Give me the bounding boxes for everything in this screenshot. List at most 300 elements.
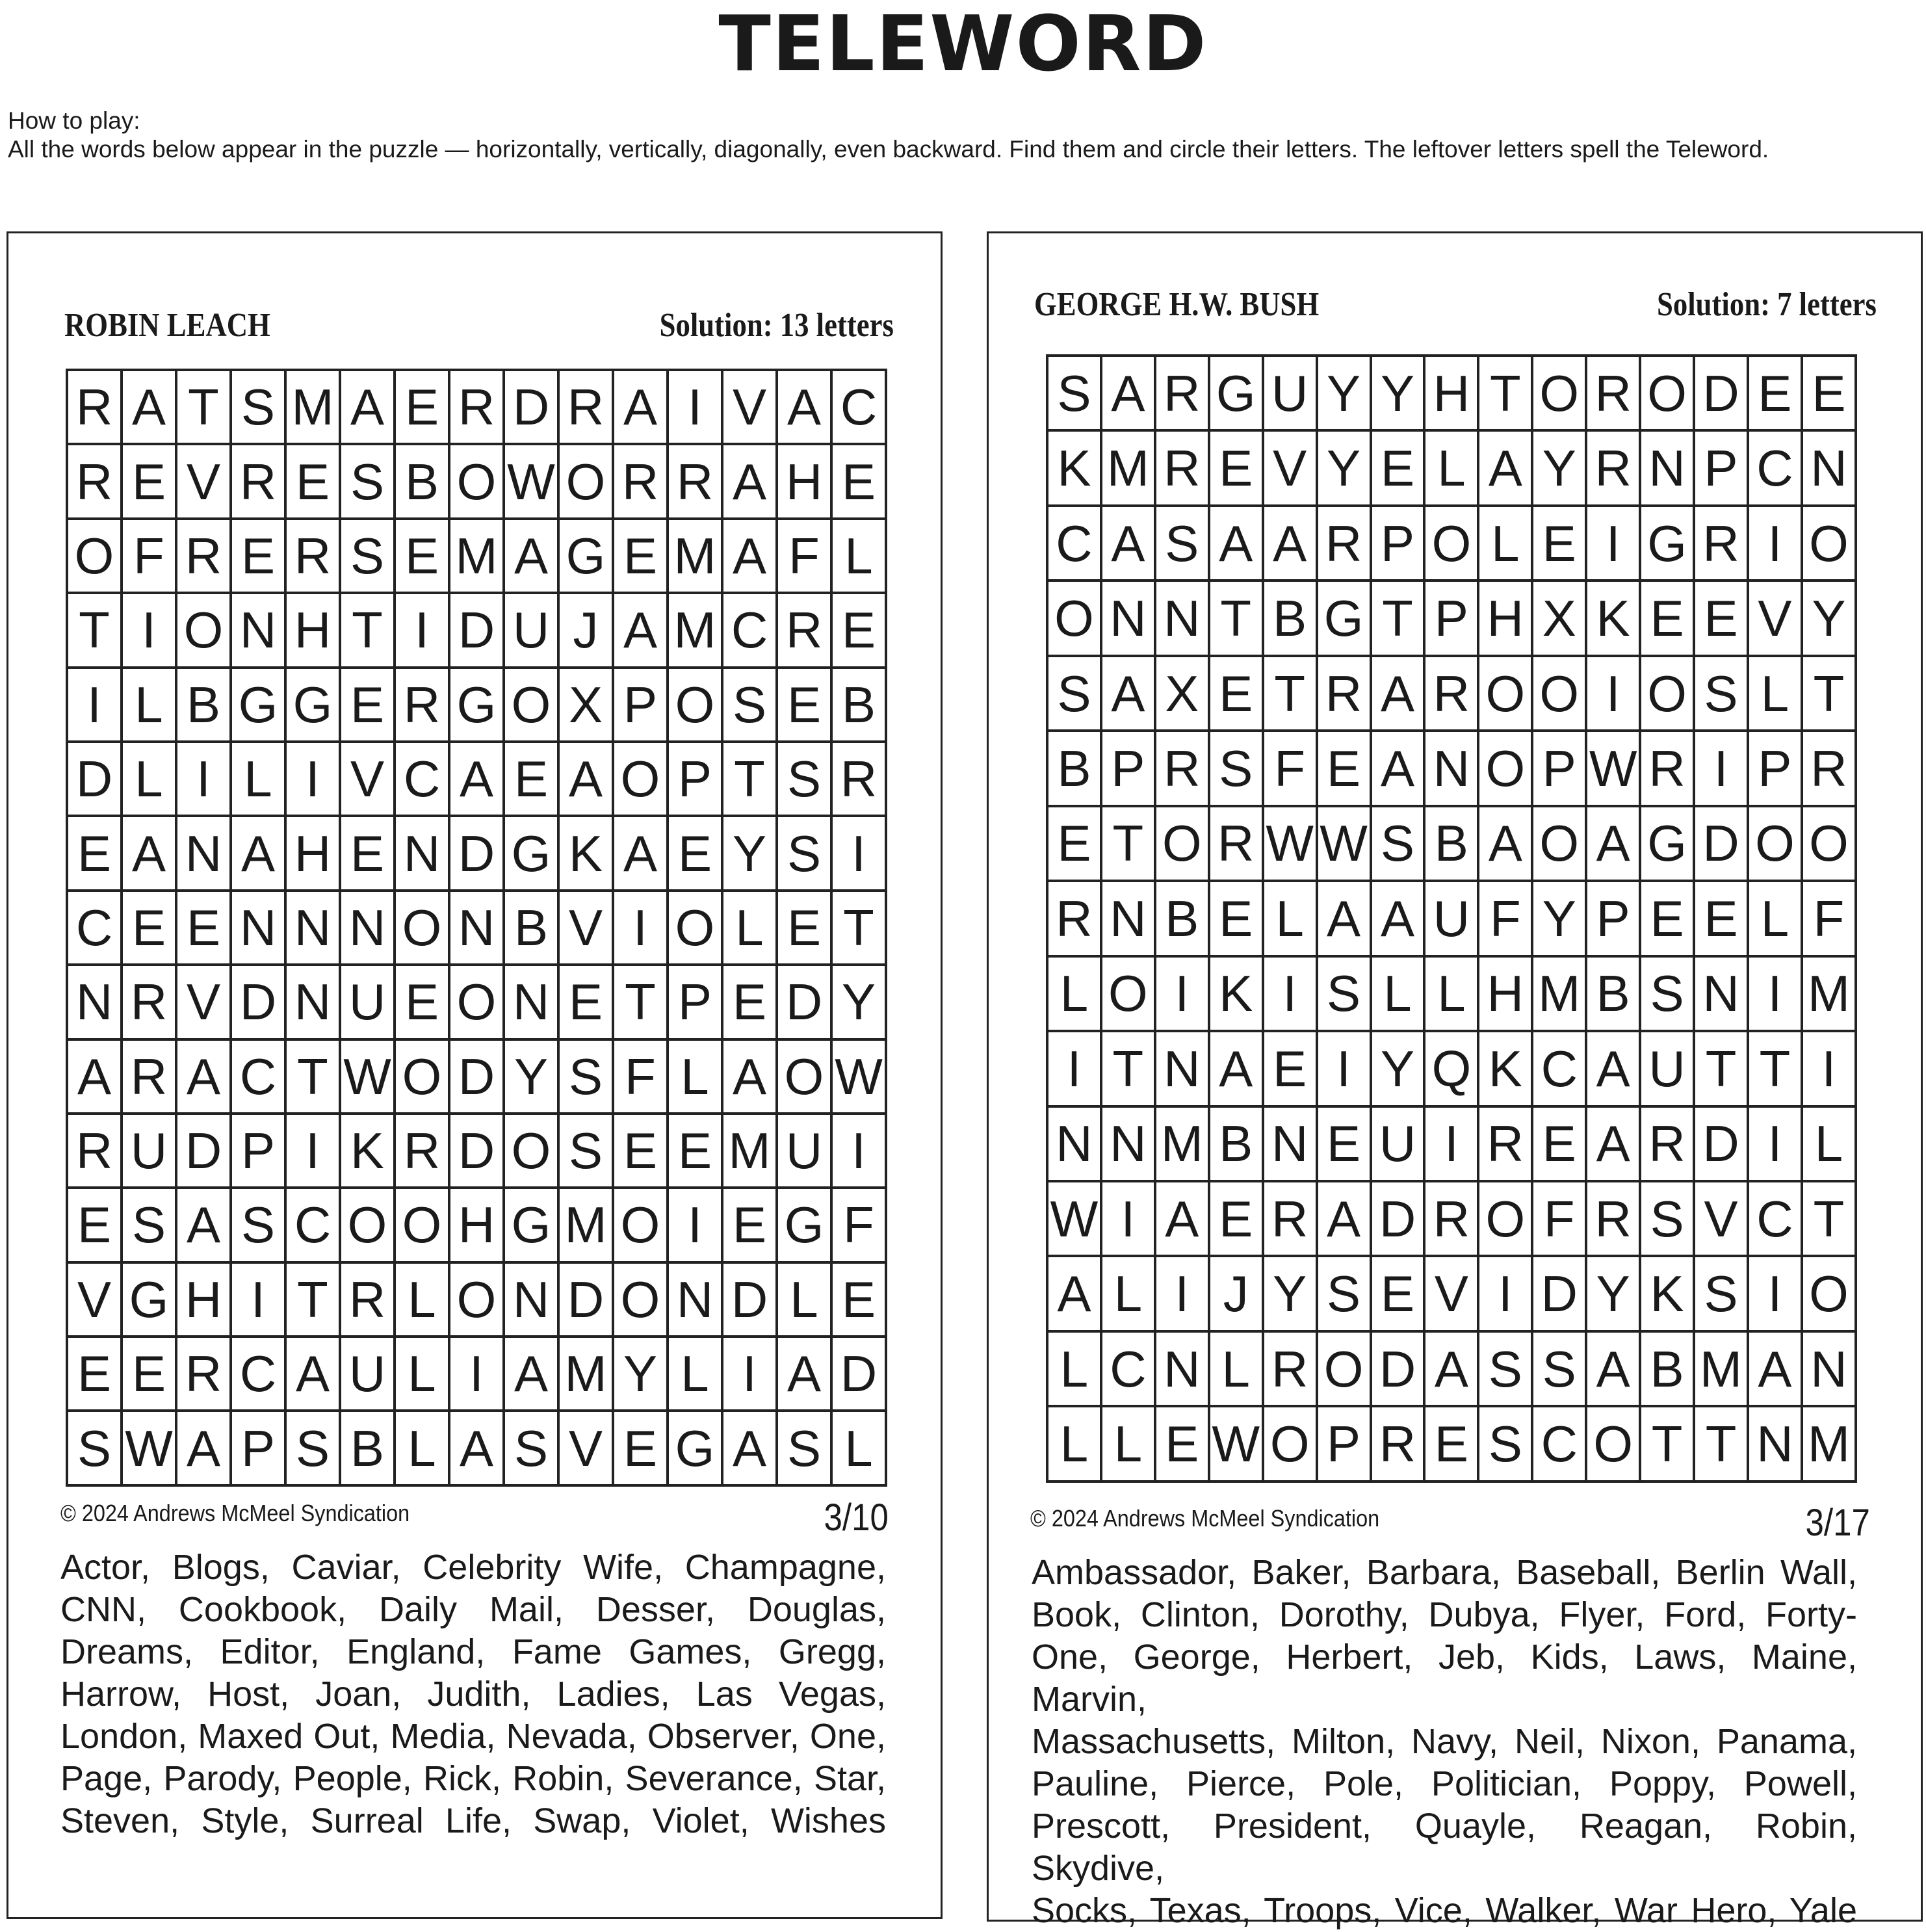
grid-letter-cell[interactable]: H [1478,956,1532,1031]
grid-letter-cell[interactable]: E [1532,506,1586,581]
grid-letter-cell[interactable]: U [1640,1031,1694,1106]
grid-letter-cell[interactable]: L [1424,956,1478,1031]
grid-letter-cell[interactable]: R [1424,1181,1478,1256]
grid-letter-cell[interactable]: P [1317,1406,1371,1482]
grid-letter-cell[interactable]: A [340,370,395,444]
grid-letter-cell[interactable]: U [1371,1106,1425,1181]
grid-letter-cell[interactable]: R [176,1337,231,1411]
grid-letter-cell[interactable]: I [668,370,722,444]
grid-letter-cell[interactable]: N [231,891,285,965]
grid-letter-cell[interactable]: M [449,519,504,593]
grid-letter-cell[interactable]: G [1209,356,1263,430]
grid-letter-cell[interactable]: Y [1317,430,1371,505]
grid-letter-cell[interactable]: R [613,444,668,518]
grid-letter-cell[interactable]: E [395,965,449,1039]
grid-letter-cell[interactable]: A [1478,430,1532,505]
grid-letter-cell[interactable]: N [1047,1106,1101,1181]
grid-letter-cell[interactable]: N [1155,1031,1209,1106]
grid-letter-cell[interactable]: P [1101,731,1155,805]
grid-letter-cell[interactable]: K [1209,956,1263,1031]
grid-letter-cell[interactable]: A [613,816,668,890]
grid-letter-cell[interactable]: O [1317,1331,1371,1406]
grid-letter-cell[interactable]: D [777,965,831,1039]
grid-letter-cell[interactable]: S [340,444,395,518]
grid-letter-cell[interactable]: T [176,370,231,444]
grid-letter-cell[interactable]: A [1371,731,1425,805]
grid-letter-cell[interactable]: T [285,1039,340,1114]
grid-letter-cell[interactable]: S [1478,1406,1532,1482]
grid-letter-cell[interactable]: E [668,816,722,890]
grid-letter-cell[interactable]: I [67,668,122,742]
grid-letter-cell[interactable]: I [176,742,231,816]
grid-letter-cell[interactable]: D [1694,1106,1748,1181]
grid-letter-cell[interactable]: S [777,1411,831,1485]
grid-letter-cell[interactable]: S [504,1411,558,1485]
grid-letter-cell[interactable]: V [558,1411,613,1485]
grid-letter-cell[interactable]: A [504,519,558,593]
grid-letter-cell[interactable]: T [613,965,668,1039]
grid-letter-cell[interactable]: G [1317,581,1371,655]
grid-letter-cell[interactable]: N [231,593,285,667]
grid-letter-cell[interactable]: O [1802,1256,1856,1331]
grid-letter-cell[interactable]: K [1478,1031,1532,1106]
grid-letter-cell[interactable]: E [1694,581,1748,655]
grid-letter-cell[interactable]: R [1317,656,1371,731]
grid-letter-cell[interactable]: P [613,668,668,742]
grid-letter-cell[interactable]: R [1586,1181,1640,1256]
grid-letter-cell[interactable]: I [1586,656,1640,731]
grid-letter-cell[interactable]: A [67,1039,122,1114]
grid-letter-cell[interactable]: B [395,444,449,518]
grid-letter-cell[interactable]: E [67,1337,122,1411]
grid-letter-cell[interactable]: C [231,1337,285,1411]
grid-letter-cell[interactable]: A [176,1188,231,1262]
grid-letter-cell[interactable]: A [722,1411,777,1485]
grid-letter-cell[interactable]: C [722,593,777,667]
grid-letter-cell[interactable]: I [1748,1106,1802,1181]
grid-letter-cell[interactable]: C [1047,506,1101,581]
grid-letter-cell[interactable]: L [722,891,777,965]
grid-letter-cell[interactable]: E [613,1411,668,1485]
grid-letter-cell[interactable]: Y [1371,1031,1425,1106]
grid-letter-cell[interactable]: E [1371,1256,1425,1331]
grid-letter-cell[interactable]: P [1694,430,1748,505]
grid-letter-cell[interactable]: A [1101,656,1155,731]
grid-letter-cell[interactable]: L [1802,1106,1856,1181]
grid-letter-cell[interactable]: T [1101,806,1155,881]
grid-letter-cell[interactable]: V [1424,1256,1478,1331]
grid-letter-cell[interactable]: A [1317,1181,1371,1256]
grid-letter-cell[interactable]: O [395,1039,449,1114]
grid-letter-cell[interactable]: M [1155,1106,1209,1181]
grid-letter-cell[interactable]: V [176,444,231,518]
grid-letter-cell[interactable]: S [231,370,285,444]
grid-letter-cell[interactable]: F [613,1039,668,1114]
grid-letter-cell[interactable]: A [1748,1331,1802,1406]
grid-letter-cell[interactable]: O [1802,506,1856,581]
grid-letter-cell[interactable]: B [176,668,231,742]
grid-letter-cell[interactable]: O [1047,581,1101,655]
grid-letter-cell[interactable]: S [1155,506,1209,581]
grid-letter-cell[interactable]: A [285,1337,340,1411]
grid-letter-cell[interactable]: E [777,891,831,965]
grid-letter-cell[interactable]: O [613,1188,668,1262]
grid-letter-cell[interactable]: M [722,1114,777,1188]
grid-letter-cell[interactable]: Y [1532,881,1586,956]
grid-letter-cell[interactable]: U [1424,881,1478,956]
grid-letter-cell[interactable]: I [831,816,886,890]
grid-letter-cell[interactable]: I [1101,1181,1155,1256]
grid-letter-cell[interactable]: S [122,1188,176,1262]
grid-letter-cell[interactable]: R [1155,731,1209,805]
grid-letter-cell[interactable]: I [1478,1256,1532,1331]
grid-letter-cell[interactable]: E [831,1262,886,1337]
grid-letter-cell[interactable]: R [1155,356,1209,430]
grid-letter-cell[interactable]: I [1748,1256,1802,1331]
grid-letter-cell[interactable]: E [122,1337,176,1411]
grid-letter-cell[interactable]: T [67,593,122,667]
grid-letter-cell[interactable]: S [1209,731,1263,805]
grid-letter-cell[interactable]: G [777,1188,831,1262]
grid-letter-cell[interactable]: K [1640,1256,1694,1331]
grid-letter-cell[interactable]: I [1694,731,1748,805]
grid-letter-cell[interactable]: M [1532,956,1586,1031]
grid-letter-cell[interactable]: S [1047,356,1101,430]
grid-letter-cell[interactable]: E [1209,1181,1263,1256]
grid-letter-cell[interactable]: D [1694,356,1748,430]
grid-letter-cell[interactable]: F [1802,881,1856,956]
grid-letter-cell[interactable]: S [340,519,395,593]
grid-letter-cell[interactable]: K [1047,430,1101,505]
grid-letter-cell[interactable]: N [668,1262,722,1337]
grid-letter-cell[interactable]: E [1263,1031,1317,1106]
grid-letter-cell[interactable]: P [668,742,722,816]
grid-letter-cell[interactable]: L [122,742,176,816]
grid-letter-cell[interactable]: S [1317,1256,1371,1331]
grid-letter-cell[interactable]: E [1802,356,1856,430]
grid-letter-cell[interactable]: O [340,1188,395,1262]
grid-letter-cell[interactable]: E [1532,1106,1586,1181]
grid-letter-cell[interactable]: G [504,816,558,890]
grid-letter-cell[interactable]: M [668,593,722,667]
grid-letter-cell[interactable]: A [122,816,176,890]
grid-letter-cell[interactable]: I [1802,1031,1856,1106]
grid-letter-cell[interactable]: W [340,1039,395,1114]
grid-letter-cell[interactable]: G [558,519,613,593]
grid-letter-cell[interactable]: T [722,742,777,816]
grid-letter-cell[interactable]: B [1047,731,1101,805]
grid-letter-cell[interactable]: S [67,1411,122,1485]
grid-letter-cell[interactable]: H [285,593,340,667]
grid-letter-cell[interactable]: I [395,593,449,667]
grid-letter-cell[interactable]: S [1532,1331,1586,1406]
grid-letter-cell[interactable]: N [504,965,558,1039]
grid-letter-cell[interactable]: Y [722,816,777,890]
grid-letter-cell[interactable]: S [777,742,831,816]
grid-letter-cell[interactable]: F [1532,1181,1586,1256]
grid-letter-cell[interactable]: I [1748,506,1802,581]
grid-letter-cell[interactable]: A [1047,1256,1101,1331]
grid-letter-cell[interactable]: L [831,519,886,593]
grid-letter-cell[interactable]: S [1640,1181,1694,1256]
grid-letter-cell[interactable]: N [1155,1331,1209,1406]
grid-letter-cell[interactable]: I [285,742,340,816]
grid-letter-cell[interactable]: N [1101,881,1155,956]
grid-letter-cell[interactable]: Y [1586,1256,1640,1331]
grid-letter-cell[interactable]: S [285,1411,340,1485]
grid-letter-cell[interactable]: R [285,519,340,593]
grid-letter-cell[interactable]: R [231,444,285,518]
grid-letter-cell[interactable]: C [1748,1181,1802,1256]
grid-letter-cell[interactable]: C [1532,1406,1586,1482]
grid-letter-cell[interactable]: E [1640,581,1694,655]
grid-letter-cell[interactable]: O [1802,806,1856,881]
grid-letter-cell[interactable]: T [1209,581,1263,655]
grid-letter-cell[interactable]: O [1155,806,1209,881]
grid-letter-cell[interactable]: O [613,742,668,816]
grid-letter-cell[interactable]: A [122,370,176,444]
grid-letter-cell[interactable]: R [1317,506,1371,581]
grid-letter-cell[interactable]: L [1748,881,1802,956]
grid-letter-cell[interactable]: Q [1424,1031,1478,1106]
grid-letter-cell[interactable]: E [340,816,395,890]
grid-letter-cell[interactable]: A [449,1411,504,1485]
grid-letter-cell[interactable]: A [777,1337,831,1411]
grid-letter-cell[interactable]: R [340,1262,395,1337]
grid-letter-cell[interactable]: C [1532,1031,1586,1106]
grid-letter-cell[interactable]: R [1047,881,1101,956]
grid-letter-cell[interactable]: O [1478,1181,1532,1256]
grid-letter-cell[interactable]: L [1047,1331,1101,1406]
grid-letter-cell[interactable]: A [504,1337,558,1411]
grid-letter-cell[interactable]: A [1371,881,1425,956]
grid-letter-cell[interactable]: O [1640,356,1694,430]
grid-letter-cell[interactable]: E [831,593,886,667]
grid-letter-cell[interactable]: E [722,1188,777,1262]
grid-letter-cell[interactable]: O [1424,506,1478,581]
grid-letter-cell[interactable]: H [1478,581,1532,655]
grid-letter-cell[interactable]: E [1371,430,1425,505]
grid-letter-cell[interactable]: A [1478,806,1532,881]
grid-letter-cell[interactable]: T [1802,656,1856,731]
grid-letter-cell[interactable]: A [1586,1031,1640,1106]
grid-letter-cell[interactable]: R [1478,1106,1532,1181]
grid-letter-cell[interactable]: S [1478,1331,1532,1406]
grid-letter-cell[interactable]: T [1748,1031,1802,1106]
grid-letter-cell[interactable]: A [1586,1331,1640,1406]
grid-letter-cell[interactable]: O [504,668,558,742]
grid-letter-cell[interactable]: L [1371,956,1425,1031]
grid-letter-cell[interactable]: C [285,1188,340,1262]
grid-letter-cell[interactable]: H [1424,356,1478,430]
grid-letter-cell[interactable]: I [722,1337,777,1411]
grid-letter-cell[interactable]: E [1317,1106,1371,1181]
grid-letter-cell[interactable]: E [668,1114,722,1188]
grid-letter-cell[interactable]: J [558,593,613,667]
grid-letter-cell[interactable]: A [613,593,668,667]
grid-letter-cell[interactable]: C [231,1039,285,1114]
grid-letter-cell[interactable]: E [1640,881,1694,956]
grid-letter-cell[interactable]: B [1424,806,1478,881]
grid-letter-cell[interactable]: L [1263,881,1317,956]
grid-letter-cell[interactable]: G [668,1411,722,1485]
grid-letter-cell[interactable]: C [831,370,886,444]
grid-letter-cell[interactable]: O [1101,956,1155,1031]
grid-letter-cell[interactable]: D [231,965,285,1039]
grid-letter-cell[interactable]: I [122,593,176,667]
grid-letter-cell[interactable]: U [340,1337,395,1411]
grid-letter-cell[interactable]: O [777,1039,831,1114]
grid-letter-cell[interactable]: D [831,1337,886,1411]
grid-letter-cell[interactable]: O [449,444,504,518]
grid-letter-cell[interactable]: D [449,1039,504,1114]
grid-letter-cell[interactable]: W [1209,1406,1263,1482]
grid-letter-cell[interactable]: O [613,1262,668,1337]
grid-letter-cell[interactable]: P [1532,731,1586,805]
grid-letter-cell[interactable]: L [395,1411,449,1485]
grid-letter-cell[interactable]: U [777,1114,831,1188]
grid-letter-cell[interactable]: N [1101,581,1155,655]
grid-letter-cell[interactable]: L [395,1337,449,1411]
grid-letter-cell[interactable]: D [449,593,504,667]
grid-letter-cell[interactable]: U [504,593,558,667]
grid-letter-cell[interactable]: C [1101,1331,1155,1406]
grid-letter-cell[interactable]: R [67,1114,122,1188]
grid-letter-cell[interactable]: T [1640,1406,1694,1482]
grid-letter-cell[interactable]: A [176,1039,231,1114]
grid-letter-cell[interactable]: O [558,444,613,518]
grid-letter-cell[interactable]: G [122,1262,176,1337]
grid-letter-cell[interactable]: M [558,1188,613,1262]
grid-letter-cell[interactable]: A [722,519,777,593]
grid-letter-cell[interactable]: E [558,965,613,1039]
grid-letter-cell[interactable]: R [1802,731,1856,805]
grid-letter-cell[interactable]: V [558,891,613,965]
grid-letter-cell[interactable]: I [831,1114,886,1188]
grid-letter-cell[interactable]: M [285,370,340,444]
grid-letter-cell[interactable]: D [1532,1256,1586,1331]
grid-letter-cell[interactable]: O [1478,656,1532,731]
grid-letter-cell[interactable]: X [558,668,613,742]
grid-letter-cell[interactable]: A [613,370,668,444]
grid-letter-cell[interactable]: Y [831,965,886,1039]
grid-letter-cell[interactable]: V [722,370,777,444]
grid-letter-cell[interactable]: O [1640,656,1694,731]
grid-letter-cell[interactable]: L [1209,1331,1263,1406]
grid-letter-cell[interactable]: W [1586,731,1640,805]
grid-letter-cell[interactable]: E [722,965,777,1039]
grid-letter-cell[interactable]: P [231,1411,285,1485]
grid-letter-cell[interactable]: E [395,519,449,593]
grid-letter-cell[interactable]: N [1263,1106,1317,1181]
grid-letter-cell[interactable]: U [1263,356,1317,430]
grid-letter-cell[interactable]: K [340,1114,395,1188]
grid-letter-cell[interactable]: A [1586,1106,1640,1181]
grid-letter-cell[interactable]: T [340,593,395,667]
grid-letter-cell[interactable]: N [1640,430,1694,505]
grid-letter-cell[interactable]: L [1047,1406,1101,1482]
grid-letter-cell[interactable]: F [1478,881,1532,956]
grid-letter-cell[interactable]: N [176,816,231,890]
grid-letter-cell[interactable]: L [668,1337,722,1411]
grid-letter-cell[interactable]: S [1317,956,1371,1031]
grid-letter-cell[interactable]: W [122,1411,176,1485]
grid-letter-cell[interactable]: R [395,668,449,742]
grid-letter-cell[interactable]: E [176,891,231,965]
grid-letter-cell[interactable]: S [1694,656,1748,731]
grid-letter-cell[interactable]: D [449,1114,504,1188]
grid-letter-cell[interactable]: R [668,444,722,518]
grid-letter-cell[interactable]: O [1586,1406,1640,1482]
grid-letter-cell[interactable]: G [1640,806,1694,881]
grid-letter-cell[interactable]: I [1424,1106,1478,1181]
grid-letter-cell[interactable]: P [231,1114,285,1188]
grid-letter-cell[interactable]: E [395,370,449,444]
grid-letter-cell[interactable]: D [722,1262,777,1337]
grid-letter-cell[interactable]: G [1640,506,1694,581]
grid-letter-cell[interactable]: R [1209,806,1263,881]
grid-letter-cell[interactable]: E [1694,881,1748,956]
grid-letter-cell[interactable]: S [1371,806,1425,881]
grid-letter-cell[interactable]: M [1802,1406,1856,1482]
grid-letter-cell[interactable]: R [67,370,122,444]
grid-letter-cell[interactable]: B [1586,956,1640,1031]
grid-letter-cell[interactable]: Y [1263,1256,1317,1331]
grid-letter-cell[interactable]: O [176,593,231,667]
grid-letter-cell[interactable]: H [777,444,831,518]
grid-letter-cell[interactable]: F [831,1188,886,1262]
grid-letter-cell[interactable]: R [1640,1106,1694,1181]
grid-letter-cell[interactable]: I [1155,1256,1209,1331]
grid-letter-cell[interactable]: R [67,444,122,518]
grid-letter-cell[interactable]: U [122,1114,176,1188]
grid-letter-cell[interactable]: S [231,1188,285,1262]
grid-letter-cell[interactable]: P [1586,881,1640,956]
grid-letter-cell[interactable]: V [340,742,395,816]
grid-letter-cell[interactable]: E [285,444,340,518]
grid-letter-cell[interactable]: P [1424,581,1478,655]
grid-letter-cell[interactable]: O [668,668,722,742]
grid-letter-cell[interactable]: V [1748,581,1802,655]
grid-letter-cell[interactable]: E [504,742,558,816]
grid-letter-cell[interactable]: N [1802,430,1856,505]
grid-letter-cell[interactable]: N [1802,1331,1856,1406]
grid-letter-cell[interactable]: V [1263,430,1317,505]
grid-letter-cell[interactable]: L [122,668,176,742]
grid-letter-cell[interactable]: E [122,444,176,518]
grid-letter-cell[interactable]: E [1155,1406,1209,1482]
grid-letter-cell[interactable]: A [1101,356,1155,430]
grid-letter-cell[interactable]: L [1101,1406,1155,1482]
grid-letter-cell[interactable]: R [1263,1331,1317,1406]
grid-letter-cell[interactable]: T [1263,656,1317,731]
grid-letter-cell[interactable]: R [395,1114,449,1188]
grid-letter-cell[interactable]: D [1371,1181,1425,1256]
grid-letter-cell[interactable]: X [1155,656,1209,731]
grid-letter-cell[interactable]: O [449,1262,504,1337]
grid-letter-cell[interactable]: A [231,816,285,890]
grid-letter-cell[interactable]: G [449,668,504,742]
grid-letter-cell[interactable]: O [1748,806,1802,881]
grid-letter-cell[interactable]: A [1209,1031,1263,1106]
grid-letter-cell[interactable]: I [1263,956,1317,1031]
grid-letter-cell[interactable]: W [831,1039,886,1114]
grid-letter-cell[interactable]: Y [1532,430,1586,505]
grid-letter-cell[interactable]: D [558,1262,613,1337]
grid-letter-cell[interactable]: F [122,519,176,593]
grid-letter-cell[interactable]: K [1586,581,1640,655]
grid-letter-cell[interactable]: A [1371,656,1425,731]
